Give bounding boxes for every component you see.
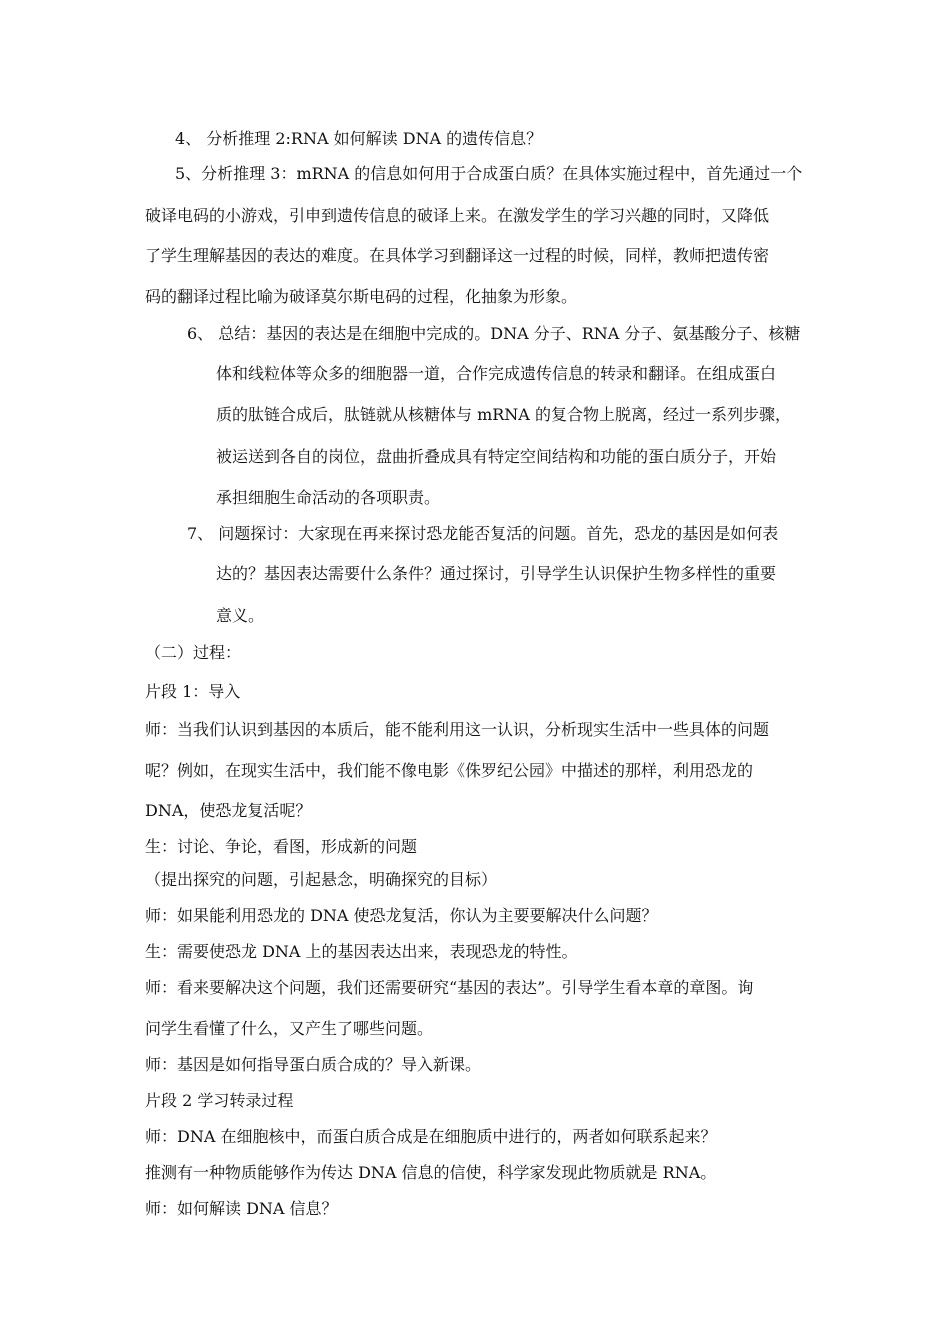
text-line: 了学生理解基因的表达的难度。在具体学习到翻译这一过程的时候，同样，教师把遗传密 <box>145 246 770 265</box>
text-line: 片段 2 学习转录过程 <box>145 1091 294 1110</box>
text-line: 问学生看懂了什么，又产生了哪些问题。 <box>145 1019 434 1038</box>
text-line: DNA，使恐龙复活呢？ <box>145 801 312 820</box>
text-line: 被运送到各自的岗位，盘曲折叠成具有特定空间结构和功能的蛋白质分子，开始 <box>216 447 777 466</box>
text-line: 师：如果能利用恐龙的 DNA 使恐龙复活，你认为主要要解决什么问题？ <box>145 906 658 925</box>
text-line: 推测有一种物质能够作为传达 DNA 信息的信使，科学家发现此物质就是 RNA。 <box>145 1163 717 1182</box>
text-line: 师：当我们认识到基因的本质后，能不能利用这一认识，分析现实生活中一些具体的问题 <box>145 720 770 739</box>
text-line: 达的？基因表达需要什么条件？通过探讨，引导学生认识保护生物多样性的重要 <box>216 564 777 583</box>
text-line: 承担细胞生命活动的各项职责。 <box>216 488 441 507</box>
text-line: 呢？例如，在现实生活中，我们能不像电影《侏罗纪公园》中描述的那样，利用恐龙的 <box>145 761 754 780</box>
text-line: 4、 分析推理 2:RNA 如何解读 DNA 的遗传信息？ <box>175 129 543 148</box>
text-line: 师：DNA 在细胞核中，而蛋白质合成是在细胞质中进行的，两者如何联系起来？ <box>145 1127 717 1146</box>
text-line: 破译电码的小游戏，引申到遗传信息的破译上来。在激发学生的学习兴趣的同时，又降低 <box>145 206 770 225</box>
text-line: 生：需要使恐龙 DNA 上的基因表达出来，表现恐龙的特性。 <box>145 942 578 961</box>
text-line: 6、 总结：基因的表达是在细胞中完成的。DNA 分子、RNA 分子、氨基酸分子、核糖 <box>187 324 801 343</box>
text-line: 生：讨论、争论，看图，形成新的问题 <box>145 837 418 856</box>
text-line: 质的肽链合成后，肽链就从核糖体与 mRNA 的复合物上脱离，经过一系列步骤， <box>216 405 791 424</box>
text-line: （二）过程： <box>145 643 242 662</box>
text-line: 师：看来要解决这个问题，我们还需要研究“基因的表达”。引导学生看本章的章图。询 <box>145 978 754 997</box>
text-line: 5、分析推理 3：mRNA 的信息如何用于合成蛋白质？在具体实施过程中，首先通过一个 <box>175 164 803 183</box>
text-line: 意义。 <box>216 606 265 625</box>
text-line: 片段 1：导入 <box>145 682 241 701</box>
text-line: 师：基因是如何指导蛋白质合成的？导入新课。 <box>145 1055 482 1074</box>
text-line: （提出探究的问题，引起悬念，明确探究的目标） <box>145 870 498 889</box>
text-line: 码的翻译过程比喻为破译莫尔斯电码的过程，化抽象为形象。 <box>145 287 578 306</box>
text-line: 师：如何解读 DNA 信息？ <box>145 1199 338 1218</box>
text-line: 体和线粒体等众多的细胞器一道，合作完成遗传信息的转录和翻译。在组成蛋白 <box>216 364 777 383</box>
text-line: 7、 问题探讨：大家现在再来探讨恐龙能否复活的问题。首先，恐龙的基因是如何表 <box>187 524 779 543</box>
